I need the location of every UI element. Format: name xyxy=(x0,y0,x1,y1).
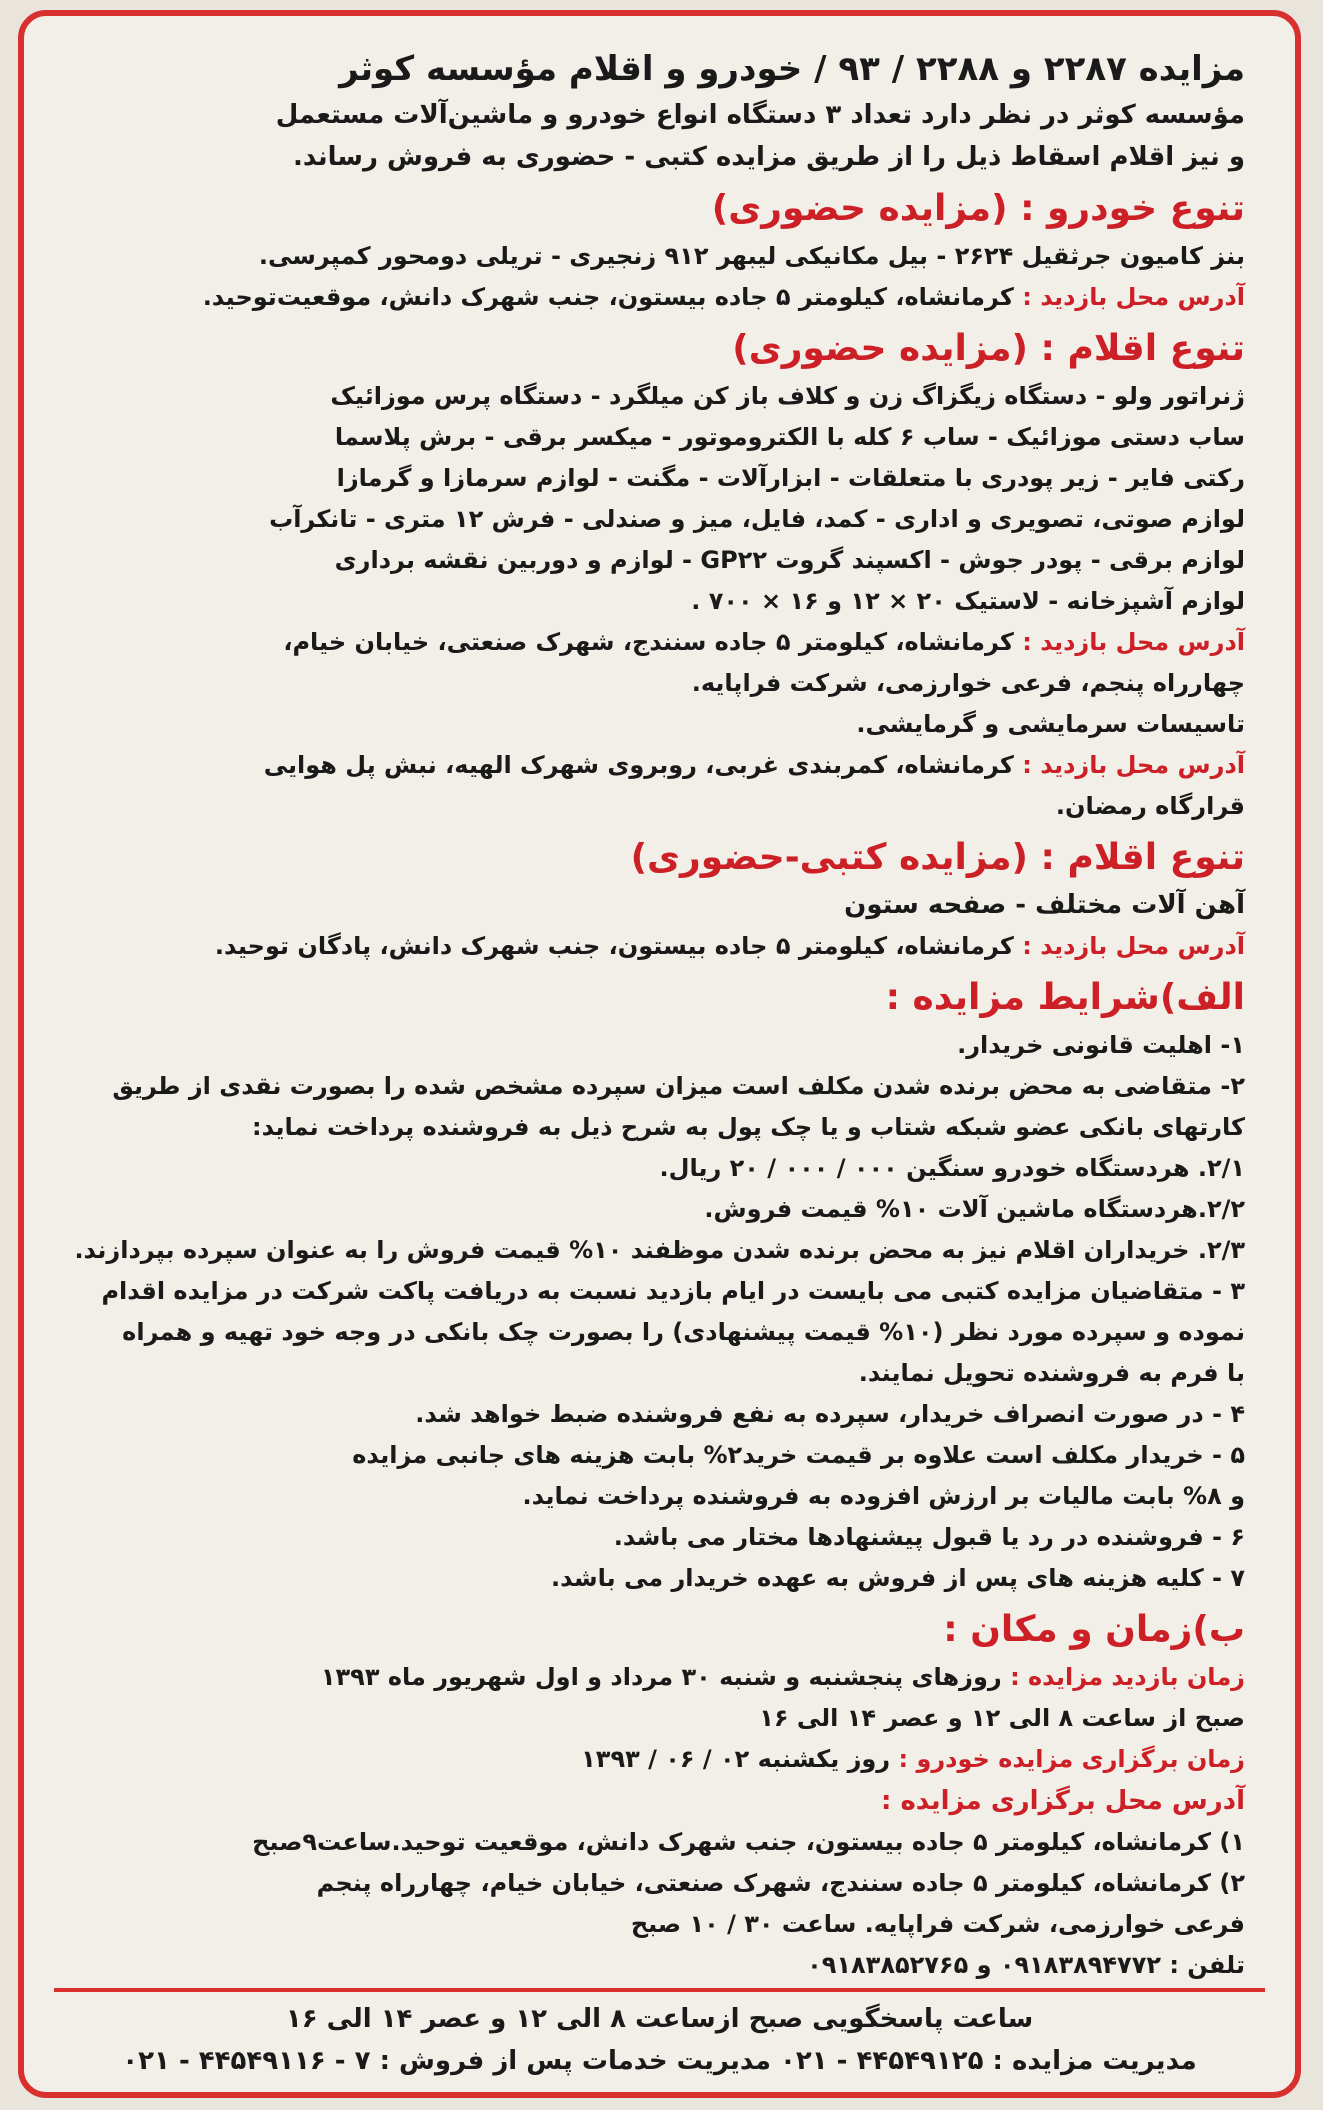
condition-item: ۲/۳. خریداران اقلام نیز به محض برنده شدن موظفند ۱۰% قیمت فروش را به عنوان سپرده بپردازند. xyxy=(74,1236,1245,1264)
venue-2: ۲) کرمانشاه، کیلومتر ۵ جاده سنندج، شهرک صنعتی، خیابان خیام، چهارراه پنجم xyxy=(316,1869,1245,1897)
condition-item: نموده و سپرده مورد نظر (۱۰% قیمت پیشنهادی) را بصورت چک بانکی در وجه خود تهیه و همراه xyxy=(122,1318,1245,1346)
address-text: کرمانشاه، کمربندی غربی، روبروی شهرک الهیه، نبش پل هوایی xyxy=(263,751,1014,779)
conditions-heading: الف)شرایط مزایده : xyxy=(885,977,1245,1018)
condition-item: ۵ - خریدار مکلف است علاوه بر قیمت خرید۲% بابت هزینه های جانبی مزایده xyxy=(352,1441,1245,1469)
vehicles-line: بنز کامیون جرثقیل ۲۶۲۴ - بیل مکانیکی لیبهر ۹۱۲ زنجیری - تریلی دومحور کمپرسی. xyxy=(258,242,1245,270)
address-label: آدرس محل بازدید : xyxy=(1022,283,1245,311)
items-line: لوازم صوتی، تصویری و اداری - کمد، فایل، میز و صندلی - فرش ۱۲ متری - تانکرآب xyxy=(269,505,1245,533)
condition-item: ۲- متقاضی به محض برنده شدن مکلف است میزان سپرده مشخص شده را بصورت نقدی از طریق xyxy=(112,1072,1245,1100)
intro-line-2: و نیز اقلام اسقاط ذیل را از طریق مزایده کتبی - حضوری به فروش رساند. xyxy=(293,142,1245,172)
items-written-address xyxy=(74,926,1245,967)
vehicle-auction-time xyxy=(74,1739,1245,1780)
intro-line-1: مؤسسه کوثر در نظر دارد تعداد ۳ دستگاه انواع خودرو و ماشین‌آلات مستعمل xyxy=(275,100,1245,130)
condition-item: ۴ - در صورت انصراف خریدار، سپرده به نفع فروشنده ضبط خواهد شد. xyxy=(415,1400,1245,1428)
items-line: لوازم آشپزخانه - لاستیک ۲۰ × ۱۲ و ۱۶ × ۷۰۰ . xyxy=(691,587,1245,615)
phone: تلفن : ۰۹۱۸۳۸۹۴۷۷۲ و ۰۹۱۸۳۸۵۲۷۶۵ xyxy=(807,1951,1245,1979)
section-items-written-heading: تنوع اقلام : (مزایده کتبی-حضوری) xyxy=(630,837,1245,878)
items-extra-address-2: قرارگاه رمضان. xyxy=(1055,792,1245,820)
items-address-2: چهارراه پنجم، فرعی خوارزمی، شرکت فراپایه. xyxy=(691,669,1245,697)
visit-time xyxy=(74,1657,1245,1698)
footer-contacts: مدیریت مزایده : ۴۴۵۴۹۱۲۵ - ۰۲۱ مدیریت خدمات پس از فروش : ۷ - ۴۴۵۴۹۱۱۶ - ۰۲۱ xyxy=(122,2046,1197,2076)
ad-frame xyxy=(18,10,1301,2098)
address-text: کرمانشاه، کیلومتر ۵ جاده سنندج، شهرک صنعتی، خیابان خیام، xyxy=(283,628,1014,656)
address-label: آدرس محل بازدید : xyxy=(1022,628,1245,656)
address-text: کرمانشاه، کیلومتر ۵ جاده بیستون، جنب شهرک دانش، پادگان توحید. xyxy=(214,932,1014,960)
items-extra-address xyxy=(74,745,1245,786)
condition-item: ۶ - فروشنده در رد یا قبول پیشنهادها مختار می باشد. xyxy=(613,1523,1245,1551)
ad-content xyxy=(74,46,1245,2072)
items-line: ژنراتور ولو - دستگاه زیگزاگ زن و کلاف باز کن میلگرد - دستگاه پرس موزائیک xyxy=(330,382,1245,410)
items-line: لوازم برقی - پودر جوش - اکسپند گروت GP۲۲ - لوازم و دوربین نقشه برداری xyxy=(334,546,1245,574)
items-line: رکتی فایر - زیر پودری با متعلقات - ابزارآلات - مگنت - لوازم سرمازا و گرمازا xyxy=(336,464,1245,492)
condition-item: ۱- اهلیت قانونی خریدار. xyxy=(957,1031,1245,1059)
venue-label: آدرس محل برگزاری مزایده : xyxy=(881,1786,1245,1816)
condition-item: ۲/۲.هردستگاه ماشین آلات ۱۰% قیمت فروش. xyxy=(704,1195,1245,1223)
condition-item: و ۸% بابت مالیات بر ارزش افزوده به فروشنده پرداخت نماید. xyxy=(522,1482,1245,1510)
vehicles-address xyxy=(74,277,1245,318)
vehicle-auction-value: روز یکشنبه ۰۲ / ۰۶ / ۱۳۹۳ xyxy=(581,1745,891,1773)
address-label: آدرس محل بازدید : xyxy=(1022,932,1245,960)
section-items-heading: تنوع اقلام : (مزایده حضوری) xyxy=(732,328,1245,369)
venue-1: ۱) کرمانشاه، کیلومتر ۵ جاده بیستون، جنب شهرک دانش، موقعیت توحید.ساعت۹صبح xyxy=(252,1828,1245,1856)
items-address xyxy=(74,622,1245,663)
items-written-line: آهن آلات مختلف - صفحه ستون xyxy=(844,890,1245,920)
ad-title: مزایده ۲۲۸۷ و ۲۲۸۸ / ۹۳ / خودرو و اقلام مؤسسه کوثر xyxy=(339,49,1245,89)
condition-item: ۷ - کلیه هزینه های پس از فروش به عهده خریدار می باشد. xyxy=(551,1564,1245,1592)
items-extra: تاسیسات سرمایشی و گرمایشی. xyxy=(856,710,1245,738)
visit-hours: صبح از ساعت ۸ الی ۱۲ و عصر ۱۴ الی ۱۶ xyxy=(759,1704,1245,1732)
condition-item: با فرم به فروشنده تحویل نمایند. xyxy=(858,1359,1245,1387)
section-vehicles-heading: تنوع خودرو : (مزایده حضوری) xyxy=(711,188,1245,229)
conditions-list xyxy=(74,1025,1245,1599)
items-line: ساب دستی موزائیک - ساب ۶ کله با الکتروموتور - میکسر برقی - برش پلاسما xyxy=(334,423,1245,451)
visit-time-value: روزهای پنجشنبه و شنبه ۳۰ مرداد و اول شهریور ماه ۱۳۹۳ xyxy=(320,1663,1002,1691)
condition-item: ۲/۱. هردستگاه خودرو سنگین ۰۰۰ / ۰۰۰ / ۲۰ ریال. xyxy=(659,1154,1245,1182)
vehicle-auction-label: زمان برگزاری مزایده خودرو : xyxy=(898,1745,1245,1773)
address-label: آدرس محل بازدید : xyxy=(1022,751,1245,779)
footer-hours: ساعت پاسخگویی صبح ازساعت ۸ الی ۱۲ و عصر ۱۴ الی ۱۶ xyxy=(285,2004,1034,2034)
address-text: کرمانشاه، کیلومتر ۵ جاده بیستون، جنب شهرک دانش، موقعیت‌توحید. xyxy=(202,283,1014,311)
ad-footer xyxy=(44,1980,1275,2082)
time-place-heading: ب)زمان و مکان : xyxy=(943,1609,1245,1650)
condition-item: کارتهای بانکی عضو شبکه شتاب و یا چک پول به شرح ذیل به فروشنده پرداخت نماید: xyxy=(252,1113,1245,1141)
venue-2b: فرعی خوارزمی، شرکت فراپایه. ساعت ۳۰ / ۱۰ صبح xyxy=(630,1910,1245,1938)
footer-divider xyxy=(54,1988,1265,1992)
visit-time-label: زمان بازدید مزایده : xyxy=(1010,1663,1245,1691)
condition-item: ۳ - متقاضیان مزایده کتبی می بایست در ایام بازدید نسبت به دریافت پاکت شرکت در مزایده اقدام xyxy=(101,1277,1245,1305)
